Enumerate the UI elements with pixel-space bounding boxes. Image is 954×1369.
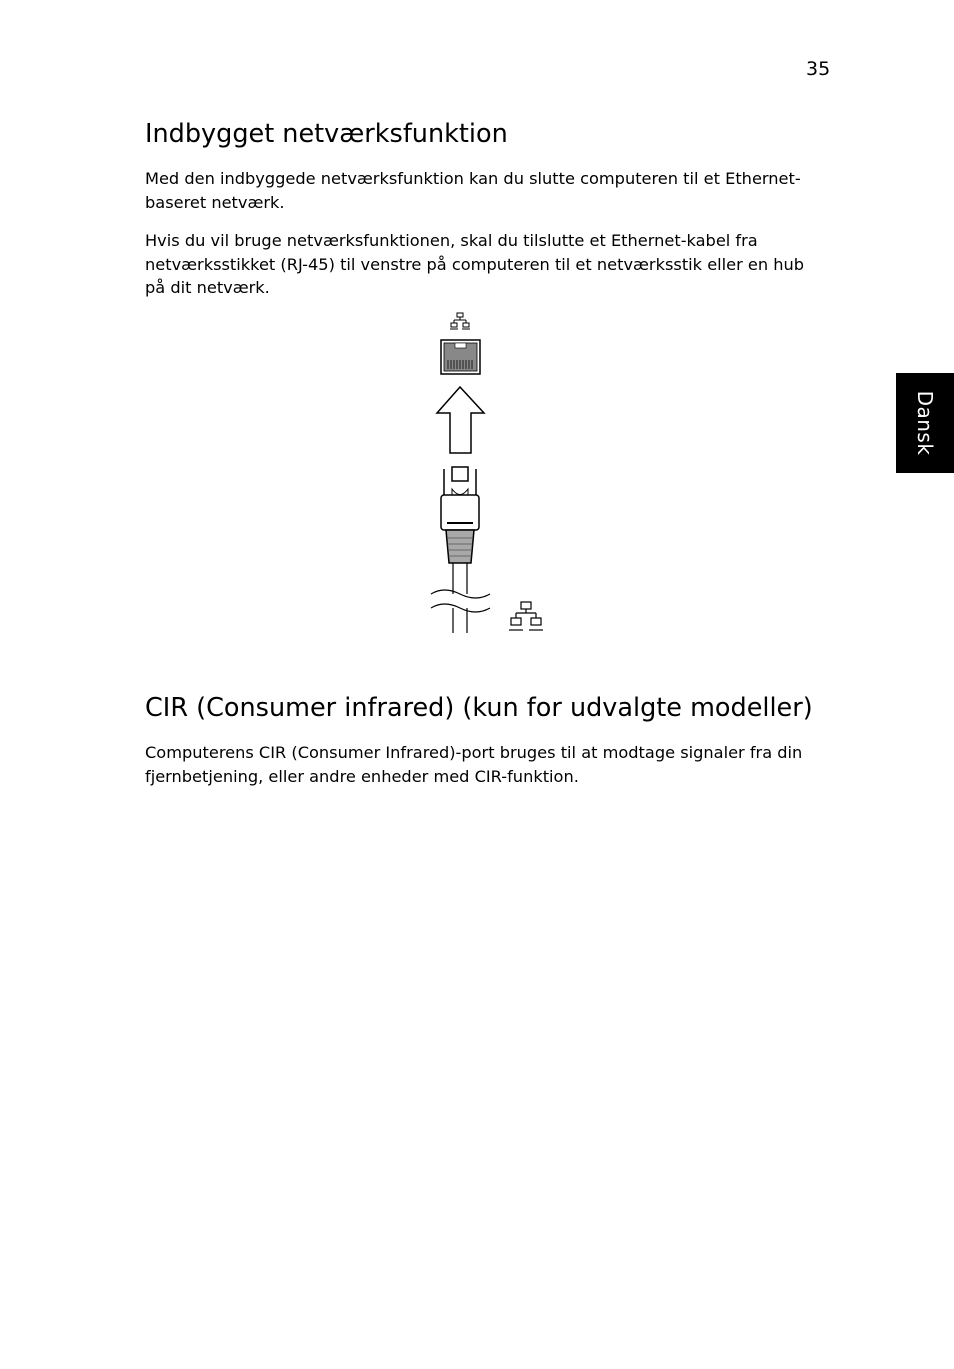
rj45-plug-icon [441,467,479,563]
paragraph-network-intro: Med den indbyggede netværksfunktion kan du slutte computeren til et Ethernet-baseret netværk. [145,169,801,212]
ethernet-connection-figure [420,308,560,638]
paragraph-cir: Computerens CIR (Consumer Infrared)-port bruges til at modtage signaler fra din fjernbetjening, eller andre enheder med CIR-funktion. [145,743,803,786]
language-tab-label: Dansk [913,390,937,456]
arrow-up-icon [437,387,484,453]
network-icon [450,313,470,329]
language-tab [896,373,954,473]
paragraph-network-instructions: Hvis du vil bruge netværksfunktionen, skal du tilslutte et Ethernet-kabel fra netværksstikket (RJ-45) til venstre på computeren til et netværksstik eller en hub på dit netværk. [145,231,805,297]
section-heading-cir: CIR (Consumer infrared) (kun for udvalgte modeller) [145,693,813,723]
network-icon [509,602,543,630]
page-number: 35 [806,58,831,80]
rj45-port-icon [441,340,480,374]
cable-break-icon [431,563,490,633]
section-heading-network: Indbygget netværksfunktion [145,119,508,149]
